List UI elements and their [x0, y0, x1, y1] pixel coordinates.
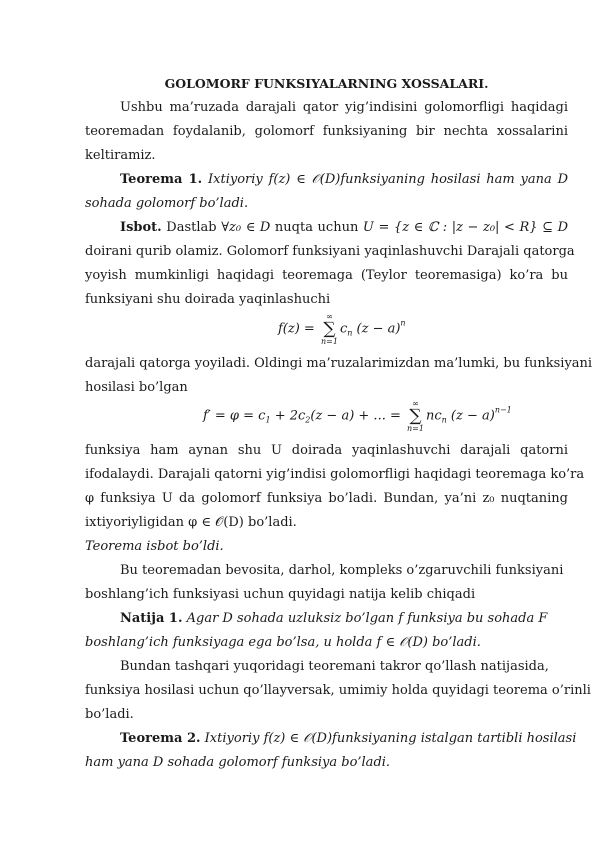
proof-line-3: yoyish mumkinligi haqidagi teoremaga (Teylor teoremasiga) ko’ra bu	[85, 268, 568, 283]
deriv-factor: (z − a)	[450, 408, 495, 424]
intro-line-3: keltiramiz.	[85, 148, 156, 163]
theorem-1-text-b: funksiyaning hosilasi ham yana	[340, 172, 552, 187]
corollary-line-2: boshlang’ich funksiyaga ega bo’lsa, u holda f ∈ 𝒪(D) bo’ladi.	[85, 635, 481, 650]
page-title: GOLOMORF FUNKSIYALARNING XOSSALARI.	[164, 76, 489, 91]
deriv-c2-sub: 2	[305, 415, 311, 425]
corollary-intro-line-2: boshlang’ich funksiyasi uchun quyidagi natija kelib chiqadi	[85, 587, 476, 602]
after-deriv-line-3: φ funksiya U da golomorf funksiya bo’ladi. Bundan, ya’ni z₀ nuqtaning	[85, 491, 568, 506]
proof-set: U = {z ∈ ℂ : |z − z₀| < R} ⊆ D	[362, 220, 569, 235]
corollary-label: Natija 1.	[120, 611, 183, 626]
theorem-1-formula: f(z) ∈ 𝒪(D)	[268, 172, 341, 187]
series-coef-sub: n	[347, 328, 353, 338]
theorem-2-intro-line-3: bo’ladi.	[85, 707, 134, 722]
series-coef: c	[339, 321, 348, 337]
theorem-2-line-1	[120, 731, 577, 747]
after-deriv-line-4: ixtiyoriyligidan φ ∈ 𝒪(D) bo’ladi.	[85, 515, 297, 530]
deriv-sum-lower: n=1	[407, 424, 424, 433]
deriv-sigma-symbol: ∑	[409, 406, 422, 426]
sum-upper: ∞	[326, 312, 333, 321]
after-series-line-1: darajali qatorga yoyiladi. Oldingi ma’ruzalarimizdan ma’lumki, bu funksiyani	[85, 356, 593, 371]
theorem-1-label: Teorema 1.	[120, 172, 203, 187]
deriv-exponent: n−1	[494, 405, 512, 415]
proof-line-2: doirani qurib olamiz. Golomorf funksiyani yaqinlashuvchi Darajali qatorga	[85, 244, 575, 259]
deriv-term-sub: n	[441, 415, 447, 425]
theorem-1-text-a: Ixtiyoriy	[208, 172, 263, 187]
proof-line-4: funksiyani shu doirada yaqinlashuchi	[85, 292, 331, 307]
theorem-2-formula: f(z) ∈ 𝒪(D)	[263, 731, 333, 746]
theorem-1-line-1	[120, 172, 568, 188]
sum-lower: n=1	[320, 337, 338, 346]
series-factor: (z − a)	[356, 321, 401, 337]
series-exponent: n	[400, 318, 406, 328]
proof-end: Teorema isbot bo’ldi.	[85, 539, 224, 554]
proof-label: Isbot.	[120, 220, 162, 235]
proof-line-1	[120, 220, 568, 236]
corollary-intro-line-1: Bu teoremadan bevosita, darhol, kompleks o’zgaruvchili funksiyani	[120, 563, 564, 578]
intro-line-2: teoremadan foydalanib, golomorf funksiyaning bir nechta xossalarini	[85, 124, 568, 139]
deriv-term: nc	[425, 408, 442, 424]
theorem-1-line-2: sohada golomorf bo’ladi.	[85, 196, 249, 211]
theorem-2-intro-line-1: Bundan tashqari yuqoridagi teoremani takror qo’llash natijasida,	[120, 659, 549, 674]
deriv-sum-operator	[407, 399, 424, 433]
proof-forall: ∀z₀ ∈ D	[221, 220, 271, 235]
deriv-mid: + 2c	[270, 408, 306, 424]
series-lhs: f(z) =	[278, 321, 315, 337]
theorem-2-text-a: Ixtiyoriy	[204, 731, 260, 746]
after-deriv-line-1: funksiya ham aynan shu U doirada yaqinlashuvchi darajali qatorni	[85, 443, 568, 458]
sum-operator	[321, 312, 338, 346]
intro-line-1: Ushbu ma’ruzada darajali qator yig’indisini golomorfligi haqidagi	[120, 100, 568, 115]
proof-text-a: Dastlab	[166, 220, 217, 235]
corollary-line-1	[120, 611, 568, 627]
theorem-2-label: Teorema 2.	[120, 731, 201, 746]
theorem-2-line-2: ham yana D sohada golomorf funksiya bo’ladi.	[85, 755, 391, 770]
sigma-symbol: ∑	[323, 319, 336, 339]
deriv-mid2: (z − a) + ... =	[310, 408, 401, 424]
after-series-line-2: hosilasi bo’lgan	[85, 380, 188, 395]
proof-text-b: nuqta uchun	[274, 220, 359, 235]
deriv-lhs: f′ = φ = c	[203, 408, 266, 424]
series-equation	[278, 312, 406, 346]
theorem-1-domain: D	[557, 172, 569, 187]
deriv-sum-upper: ∞	[412, 399, 419, 408]
after-deriv-line-2: ifodalaydi. Darajali qatorni yig’indisi golomorfligi haqidagi teoremaga ko’ra	[85, 467, 585, 482]
derivative-equation	[203, 399, 512, 433]
corollary-text-1: Agar D sohada uzluksiz bo’lgan f funksiya bu sohada F	[186, 611, 548, 626]
deriv-c1-sub: 1	[265, 415, 271, 425]
theorem-2-intro-line-2: funksiya hosilasi uchun qo’llayversak, umimiy holda quyidagi teorema o’rinli	[85, 683, 591, 698]
theorem-2-text-b: funksiyaning istalgan tartibli hosilasi	[332, 731, 577, 746]
